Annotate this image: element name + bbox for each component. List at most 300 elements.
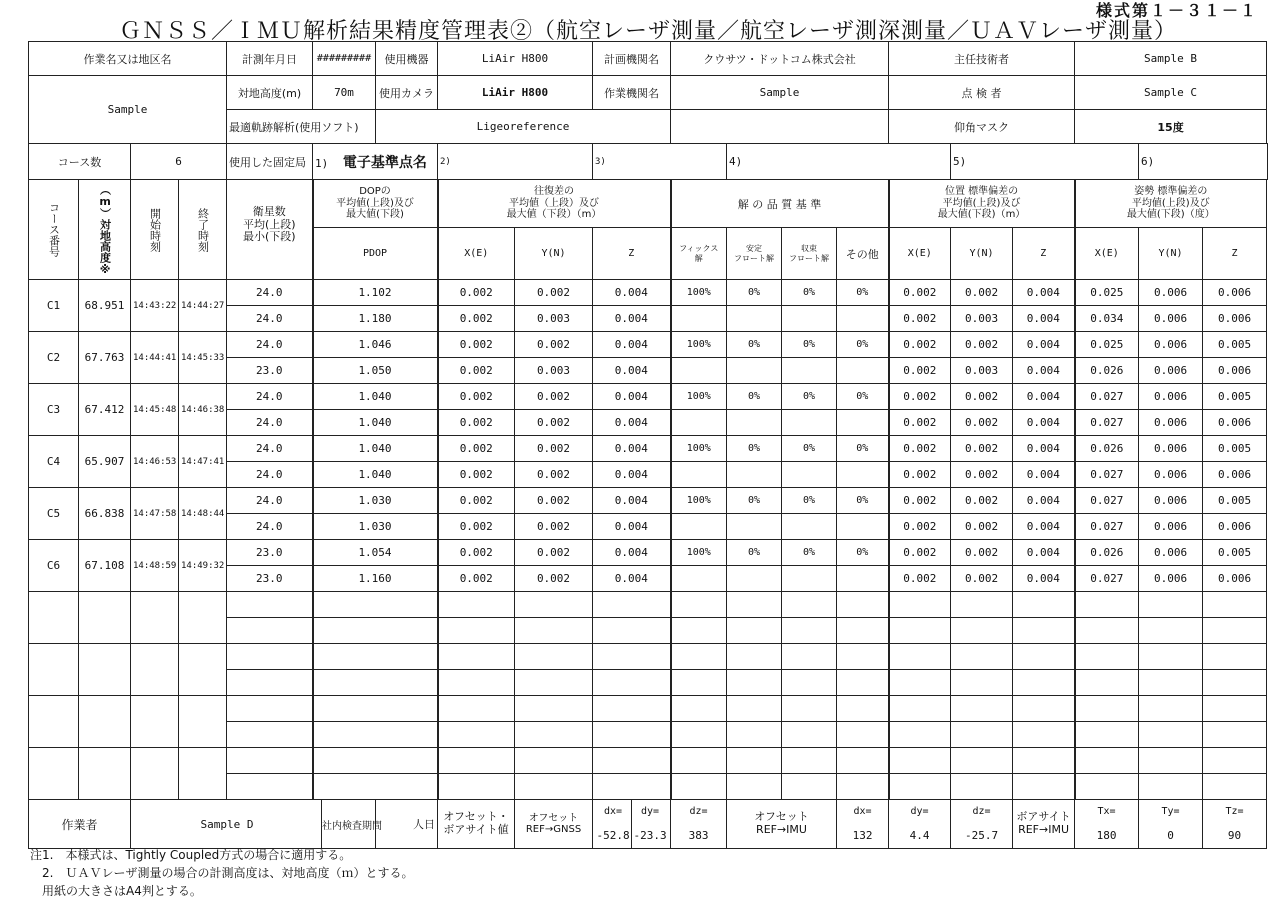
empty-cell [671, 748, 727, 774]
empty-cell [671, 670, 727, 696]
cell-round-z: 0.004 [593, 280, 671, 306]
empty-cell [727, 618, 782, 644]
empty-cell [131, 748, 179, 800]
cell-round-z: 0.004 [593, 332, 671, 358]
cell-round-y: 0.002 [515, 514, 593, 540]
empty-cell [593, 748, 671, 774]
empty-cell [515, 644, 593, 670]
course-id: C4 [29, 436, 79, 488]
empty-cell [438, 592, 515, 618]
empty-cell [515, 696, 593, 722]
cell-att-x: 0.026 [1075, 358, 1139, 384]
course-id: C1 [29, 280, 79, 332]
cell-round-x: 0.002 [438, 332, 515, 358]
empty-cell [951, 644, 1013, 670]
ty-label: Ty= [1161, 806, 1180, 817]
fixed-station-2: 2) [438, 144, 593, 180]
cell-converged-float: 0% [782, 280, 837, 306]
header-other: その他 [837, 228, 889, 280]
cell-fix: 100% [671, 540, 727, 566]
empty-cell [515, 748, 593, 774]
empty-cell [227, 722, 313, 748]
empty-cell [1075, 722, 1139, 748]
cell-pos-y: 0.002 [951, 488, 1013, 514]
empty-cell [179, 592, 227, 644]
cell-round-x: 0.002 [438, 514, 515, 540]
cell-fix: 100% [671, 280, 727, 306]
cell-att-x: 0.027 [1075, 514, 1139, 540]
empty-cell [1203, 696, 1267, 722]
empty-cell [1139, 670, 1203, 696]
boresight-tx [1075, 800, 1139, 849]
header-satellites: 衛星数 平均(上段) 最小(下段) [227, 180, 313, 280]
cell-round-x: 0.002 [438, 566, 515, 592]
empty-cell [1203, 722, 1267, 748]
cell-pdop: 1.050 [313, 358, 438, 384]
cell-pdop: 1.030 [313, 488, 438, 514]
course-end-time: 14:46:38 [179, 384, 227, 436]
empty-cell [1139, 696, 1203, 722]
empty-cell [837, 748, 889, 774]
empty-cell [515, 618, 593, 644]
header-ground-alt: （m）対地高度※ [79, 180, 131, 280]
cell-stable-float [727, 566, 782, 592]
cell-att-y: 0.006 [1139, 436, 1203, 462]
gnss-dx-label: dx= [603, 806, 623, 817]
empty-cell [837, 722, 889, 748]
empty-cell [1013, 696, 1075, 722]
empty-cell [1013, 722, 1075, 748]
cell-satellites: 23.0 [227, 540, 313, 566]
cell-att-y: 0.006 [1139, 488, 1203, 514]
cell-round-y: 0.002 [515, 384, 593, 410]
empty-cell [1139, 722, 1203, 748]
empty-cell [313, 774, 438, 800]
gnss-dx-value: -52.8 [596, 829, 630, 842]
empty-cell [79, 748, 131, 800]
cell-fix [671, 514, 727, 540]
cell-att-x: 0.034 [1075, 306, 1139, 332]
course-ground-alt: 67.412 [79, 384, 131, 436]
empty-cell [79, 644, 131, 696]
cell-fix: 100% [671, 436, 727, 462]
software-label: 最適軌跡解析(使用ソフト) [227, 110, 376, 144]
cell-pos-x: 0.002 [889, 384, 951, 410]
course-end-time: 14:48:44 [179, 488, 227, 540]
chief-label: 主任技術者 [889, 42, 1075, 76]
area-label: 作業名又は地区名 [29, 42, 227, 76]
empty-cell [1013, 774, 1075, 800]
empty-cell [782, 618, 837, 644]
empty-cell [29, 592, 79, 644]
elev-mask-label: 仰角マスク [889, 110, 1075, 144]
cell-converged-float [782, 306, 837, 332]
cell-att-x: 0.027 [1075, 462, 1139, 488]
cell-pdop: 1.040 [313, 384, 438, 410]
cell-satellites: 24.0 [227, 436, 313, 462]
cell-att-x: 0.027 [1075, 566, 1139, 592]
cell-pos-z: 0.004 [1013, 358, 1075, 384]
course-start-time: 14:47:58 [131, 488, 179, 540]
cell-satellites: 24.0 [227, 280, 313, 306]
empty-cell [782, 748, 837, 774]
empty-cell [1139, 748, 1203, 774]
cell-other [837, 462, 889, 488]
cell-pdop: 1.040 [313, 410, 438, 436]
empty-cell [438, 696, 515, 722]
footnotes [30, 846, 413, 900]
empty-cell [131, 644, 179, 696]
planning-org-value: クウサツ・ドットコム株式会社 [671, 42, 889, 76]
empty-row [29, 592, 1268, 618]
elev-mask-value: 15度 [1075, 110, 1267, 144]
note-2: 2. ＵＡＶレーザ測量の場合の計測高度は、対地高度（ｍ）とする。 [30, 866, 414, 880]
empty-cell [889, 748, 951, 774]
empty-cell [79, 696, 131, 748]
header-start-time: 開始時刻 [131, 180, 179, 280]
cell-stable-float [727, 514, 782, 540]
worker-value [131, 800, 382, 849]
gnss-dx-cell [595, 800, 632, 848]
cell-round-x: 0.002 [438, 306, 515, 332]
cell-round-x: 0.002 [438, 488, 515, 514]
cell-stable-float: 0% [727, 540, 782, 566]
empty-cell [889, 696, 951, 722]
course-ground-alt: 67.763 [79, 332, 131, 384]
cell-round-y: 0.002 [515, 280, 593, 306]
fixed-station-6: 6) [1139, 144, 1268, 180]
offset-imu-label: オフセット REF→IMU [727, 800, 837, 849]
cell-satellites: 24.0 [227, 306, 313, 332]
imu-dx-value: 132 [852, 829, 873, 842]
table-row [29, 540, 1268, 566]
cell-round-z: 0.004 [593, 358, 671, 384]
header-round-y: Y(N) [515, 228, 593, 280]
worker-name: Sample D [133, 800, 322, 848]
cell-pdop: 1.160 [313, 566, 438, 592]
worker-label: 作業者 [29, 800, 131, 849]
cell-pos-z: 0.004 [1013, 540, 1075, 566]
empty-cell [889, 722, 951, 748]
gnss-dy-label: dy= [640, 806, 660, 817]
empty-cell [131, 696, 179, 748]
course-start-time: 14:48:59 [131, 540, 179, 592]
empty-cell [1075, 592, 1139, 618]
imu-dx-label: dx= [853, 806, 872, 817]
course-start-time: 14:43:22 [131, 280, 179, 332]
cell-round-y: 0.003 [515, 358, 593, 384]
cell-round-y: 0.002 [515, 410, 593, 436]
boresight-tz [1203, 800, 1267, 849]
boresight-ty [1139, 800, 1203, 849]
cell-att-y: 0.006 [1139, 306, 1203, 332]
cell-stable-float: 0% [727, 436, 782, 462]
cell-converged-float [782, 410, 837, 436]
empty-cell [671, 722, 727, 748]
empty-cell [1013, 644, 1075, 670]
cell-pos-y: 0.002 [951, 384, 1013, 410]
software-blank [671, 110, 889, 144]
cell-att-y: 0.006 [1139, 384, 1203, 410]
empty-cell [951, 748, 1013, 774]
cell-pos-y: 0.002 [951, 280, 1013, 306]
cell-satellites: 24.0 [227, 488, 313, 514]
empty-cell [727, 696, 782, 722]
empty-cell [951, 670, 1013, 696]
cell-round-y: 0.002 [515, 566, 593, 592]
empty-cell [593, 618, 671, 644]
cell-satellites: 24.0 [227, 410, 313, 436]
cell-round-z: 0.004 [593, 566, 671, 592]
cell-round-x: 0.002 [438, 462, 515, 488]
gnss-dx [593, 800, 671, 849]
offset-boresight-label: オフセット・ ボアサイト値 [438, 800, 515, 849]
empty-cell [1013, 618, 1075, 644]
cell-fix [671, 462, 727, 488]
course-count-value: 6 [131, 144, 227, 180]
empty-cell [593, 644, 671, 670]
cell-satellites: 24.0 [227, 384, 313, 410]
empty-cell [1075, 670, 1139, 696]
empty-cell [782, 774, 837, 800]
cell-att-y: 0.006 [1139, 358, 1203, 384]
cell-satellites: 23.0 [227, 566, 313, 592]
empty-cell [227, 670, 313, 696]
header-stable-float: 安定 フロート解 [727, 228, 782, 280]
course-ground-alt: 68.951 [79, 280, 131, 332]
date-value: ######### [313, 42, 376, 76]
cell-round-y: 0.002 [515, 332, 593, 358]
cell-att-y: 0.006 [1139, 514, 1203, 540]
empty-cell [837, 618, 889, 644]
course-count-label: コース数 [29, 144, 131, 180]
course-id: C2 [29, 332, 79, 384]
empty-cell [515, 592, 593, 618]
empty-cell [227, 748, 313, 774]
empty-cell [782, 670, 837, 696]
cell-pos-x: 0.002 [889, 332, 951, 358]
cell-stable-float: 0% [727, 332, 782, 358]
cell-round-z: 0.004 [593, 514, 671, 540]
cell-pos-y: 0.003 [951, 358, 1013, 384]
cell-round-y: 0.002 [515, 488, 593, 514]
cell-pdop: 1.102 [313, 280, 438, 306]
header-converged-float: 収束 フロート解 [782, 228, 837, 280]
cell-pos-z: 0.004 [1013, 384, 1075, 410]
altitude-value: 70m [313, 76, 376, 110]
cell-other: 0% [837, 332, 889, 358]
cell-att-z: 0.005 [1203, 540, 1267, 566]
header-position-group: 位置 標準偏差の 平均値(上段)及び 最大値(下段)（m） [889, 180, 1075, 228]
gnss-dz [671, 800, 727, 849]
empty-cell [313, 618, 438, 644]
empty-cell [837, 592, 889, 618]
cell-round-y: 0.002 [515, 540, 593, 566]
empty-cell [837, 696, 889, 722]
cell-att-y: 0.006 [1139, 280, 1203, 306]
info-row-4 [29, 144, 1268, 180]
header-pos-z: Z [1013, 228, 1075, 280]
cell-other: 0% [837, 540, 889, 566]
fixed-station-1 [313, 144, 438, 180]
cell-pos-x: 0.002 [889, 488, 951, 514]
cell-converged-float: 0% [782, 488, 837, 514]
cell-pos-x: 0.002 [889, 462, 951, 488]
empty-cell [29, 748, 79, 800]
cell-att-z: 0.005 [1203, 488, 1267, 514]
cell-pdop: 1.040 [313, 436, 438, 462]
header-course-no: コース番号 [29, 180, 79, 280]
empty-cell [889, 592, 951, 618]
cell-pos-z: 0.004 [1013, 488, 1075, 514]
cell-satellites: 23.0 [227, 358, 313, 384]
course-id: C5 [29, 488, 79, 540]
cell-fix [671, 358, 727, 384]
header-pdop: PDOP [313, 228, 438, 280]
empty-cell [1013, 592, 1075, 618]
cell-pos-z: 0.004 [1013, 462, 1075, 488]
cell-round-z: 0.004 [593, 306, 671, 332]
equipment-value: LiAir H800 [438, 42, 593, 76]
course-ground-alt: 66.838 [79, 488, 131, 540]
area-value: Sample [29, 76, 227, 144]
cell-fix: 100% [671, 488, 727, 514]
cell-att-z: 0.006 [1203, 306, 1267, 332]
cell-other: 0% [837, 436, 889, 462]
header-pos-y: Y(N) [951, 228, 1013, 280]
empty-cell [227, 618, 313, 644]
cell-other: 0% [837, 280, 889, 306]
cell-fix [671, 566, 727, 592]
course-end-time: 14:49:32 [179, 540, 227, 592]
imu-dz [951, 800, 1013, 849]
table-row [29, 384, 1268, 410]
empty-cell [727, 644, 782, 670]
header-round-x: X(E) [438, 228, 515, 280]
cell-att-z: 0.006 [1203, 514, 1267, 540]
imu-dx [837, 800, 889, 849]
cell-round-z: 0.004 [593, 462, 671, 488]
cell-round-x: 0.002 [438, 436, 515, 462]
cell-satellites: 24.0 [227, 514, 313, 540]
info-row-2 [29, 76, 1268, 110]
course-end-time: 14:44:27 [179, 280, 227, 332]
cell-stable-float [727, 358, 782, 384]
cell-att-z: 0.006 [1203, 462, 1267, 488]
cell-att-z: 0.006 [1203, 566, 1267, 592]
cell-att-x: 0.026 [1075, 436, 1139, 462]
empty-cell [227, 774, 313, 800]
cell-pos-z: 0.004 [1013, 280, 1075, 306]
header-fix: フィックス 解 [671, 228, 727, 280]
form-id: 様式第１－３１－１ [1095, 1, 1258, 20]
precision-sheet [28, 41, 1268, 849]
fixed-station-3: 3) [593, 144, 727, 180]
cell-pdop: 1.040 [313, 462, 438, 488]
cell-other [837, 566, 889, 592]
cell-pos-x: 0.002 [889, 306, 951, 332]
table-row [29, 436, 1268, 462]
empty-cell [1203, 618, 1267, 644]
cell-converged-float [782, 462, 837, 488]
cell-round-z: 0.004 [593, 540, 671, 566]
cell-pos-z: 0.004 [1013, 306, 1075, 332]
software-value: Ligeoreference [376, 110, 671, 144]
cell-converged-float [782, 514, 837, 540]
cell-converged-float: 0% [782, 332, 837, 358]
course-end-time: 14:45:33 [179, 332, 227, 384]
empty-cell [313, 670, 438, 696]
cell-converged-float [782, 358, 837, 384]
cell-converged-float: 0% [782, 540, 837, 566]
empty-row [29, 748, 1268, 774]
empty-cell [29, 644, 79, 696]
empty-cell [671, 774, 727, 800]
cell-stable-float [727, 462, 782, 488]
empty-cell [727, 748, 782, 774]
cell-pos-x: 0.002 [889, 514, 951, 540]
cell-satellites: 24.0 [227, 462, 313, 488]
cell-other: 0% [837, 488, 889, 514]
cell-round-z: 0.004 [593, 410, 671, 436]
empty-cell [179, 644, 227, 696]
cell-satellites: 24.0 [227, 332, 313, 358]
header-att-y: Y(N) [1139, 228, 1203, 280]
course-ground-alt: 65.907 [79, 436, 131, 488]
cell-att-y: 0.006 [1139, 540, 1203, 566]
boresight-label: ボアサイト REF→IMU [1013, 800, 1075, 849]
empty-cell [951, 618, 1013, 644]
empty-cell [782, 696, 837, 722]
empty-cell [1075, 696, 1139, 722]
empty-cell [889, 670, 951, 696]
empty-cell [1013, 748, 1075, 774]
cell-stable-float: 0% [727, 280, 782, 306]
inspector-label: 点 検 者 [889, 76, 1075, 110]
course-start-time: 14:44:41 [131, 332, 179, 384]
cell-round-z: 0.004 [593, 384, 671, 410]
footer-row [29, 800, 1268, 849]
empty-cell [1203, 774, 1267, 800]
empty-cell [837, 670, 889, 696]
empty-cell [1203, 748, 1267, 774]
empty-cell [671, 644, 727, 670]
cell-att-z: 0.005 [1203, 384, 1267, 410]
station-1-name: 電子基準点名 [342, 154, 427, 171]
imu-dz-value: -25.7 [964, 829, 999, 842]
empty-cell [889, 618, 951, 644]
cell-round-z: 0.004 [593, 436, 671, 462]
header-round-z: Z [593, 228, 671, 280]
empty-cell [593, 670, 671, 696]
altitude-label: 対地高度(m) [227, 76, 313, 110]
imu-dz-label: dz= [972, 806, 991, 817]
empty-cell [227, 696, 313, 722]
empty-cell [227, 592, 313, 618]
course-id: C6 [29, 540, 79, 592]
cell-round-x: 0.002 [438, 410, 515, 436]
cell-fix [671, 410, 727, 436]
work-org-label: 作業機関名 [593, 76, 671, 110]
empty-cell [313, 696, 438, 722]
cell-att-x: 0.027 [1075, 410, 1139, 436]
inspector-value: Sample C [1075, 76, 1267, 110]
cell-pos-x: 0.002 [889, 436, 951, 462]
cell-pos-x: 0.002 [889, 566, 951, 592]
empty-cell [782, 592, 837, 618]
empty-cell [593, 592, 671, 618]
empty-cell [438, 774, 515, 800]
